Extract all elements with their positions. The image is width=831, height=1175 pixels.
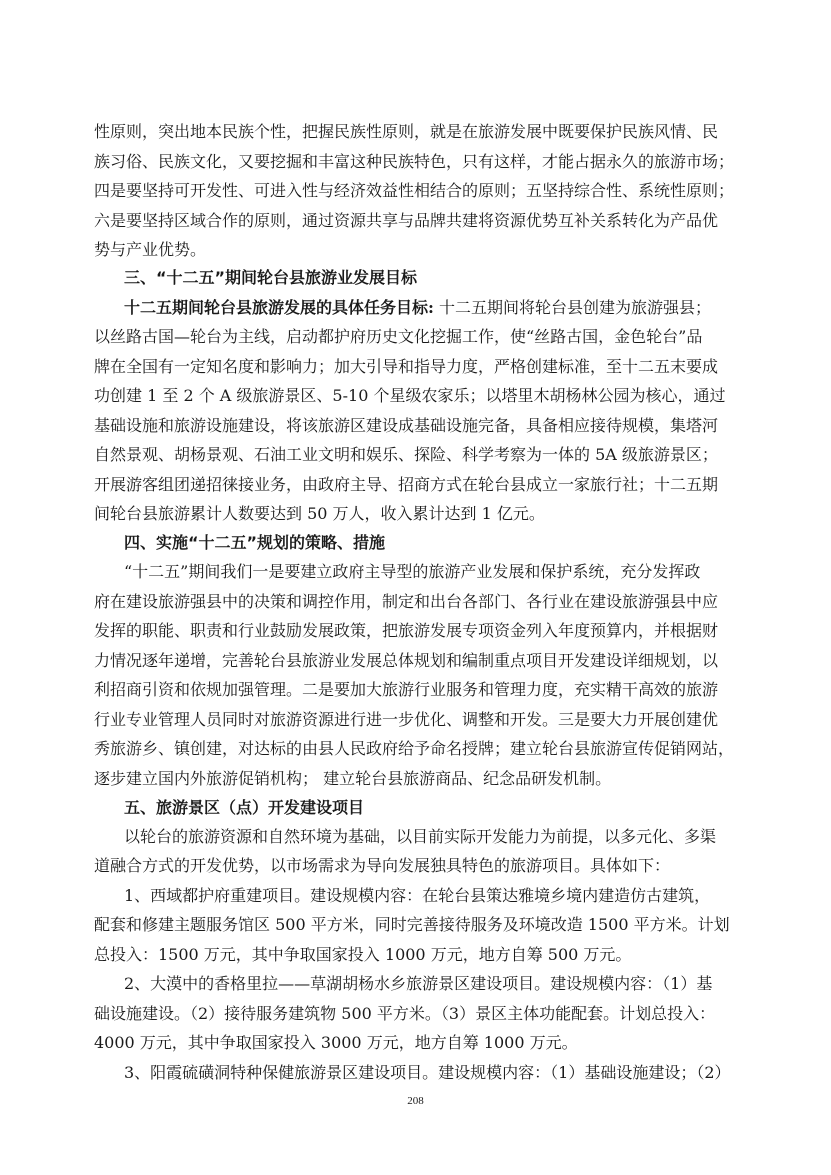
- text-line: “十二五”期间我们一是要建立政府主导型的旅游产业发展和保护系统，充分发挥政: [124, 562, 701, 581]
- text-line: 基础设施和旅游设施建设，将该旅游区建设成基础设施完备，具备相应接待规模，集塔河: [94, 416, 719, 435]
- text-line: 府在建设旅游强县中的决策和调控作用，制定和出台各部门、各行业在建设旅游强县中应: [94, 592, 719, 611]
- text-line: 总投入：1500 万元，其中争取国家投入 1000 万元，地方自筹 500 万元。: [94, 945, 632, 964]
- text-line: 势与产业优势。: [94, 240, 207, 259]
- text-line: 础设施建设。（2）接待服务建筑物 500 平方米。（3）景区主体功能配套。计划总投入：: [94, 1004, 716, 1023]
- text-line: 性原则，突出地本民族个性，把握民族性原则，就是在旅游发展中既要保护民族风情、民: [94, 122, 719, 141]
- text-line: 自然景观、胡杨景观、石油工业文明和娱乐、探险、科学考察为一体的 5A 级旅游景区；: [94, 445, 718, 464]
- text-line: 以轮台的旅游资源和自然环境为基础，以目前实际开发能力为前提，以多元化、多渠: [124, 827, 717, 846]
- text-line: 发挥的职能、职责和行业鼓励发展政策，把旅游发展专项资金列入年度预算内，并根据财: [94, 621, 719, 640]
- section-heading-5: 五、旅游景区（点）开发建设项目: [124, 798, 365, 817]
- text-line: 逐步建立国内外旅游促销机构； 建立轮台县旅游商品、纪念品研发机制。: [94, 769, 612, 788]
- text-line: 力情况逐年递增，完善轮台县旅游业发展总体规划和编制重点项目开发建设详细规划，以: [94, 651, 719, 670]
- text-line: 间轮台县旅游累计人数要达到 50 万人，收入累计达到 1 亿元。: [94, 504, 545, 523]
- text-line: [124, 297, 711, 319]
- task-lead: 十二五期间轮台县旅游发展的具体任务目标:: [124, 298, 434, 317]
- section-heading-4: 四、实施“十二五”规划的策略、措施: [124, 533, 386, 552]
- text-line: 六是要坚持区域合作的原则，通过资源共享与品牌共建将资源优势互补关系转化为产品优: [94, 211, 719, 230]
- text-line: 以丝路古国—轮台为主线，启动都护府历史文化挖掘工作，使“丝路古国，金色轮台”品: [94, 327, 703, 346]
- text-line: 四是要坚持可开发性、可进入性与经济效益性相结合的原则；五坚持综合性、系统性原则；: [94, 181, 735, 200]
- text-line: 开展游客组团递招徕接业务，由政府主导、招商方式在轮台县成立一家旅行社；十二五期: [94, 475, 719, 494]
- text-line: 行业专业管理人员同时对旅游资源进行进一步优化、调整和开发。三是要大力开展创建优: [94, 710, 719, 729]
- text-line: 秀旅游乡、镇创建，对达标的由县人民政府给予命名授牌；建立轮台县旅游宣传促销网站，: [94, 739, 735, 758]
- section-heading-3: 三、“十二五”期间轮台县旅游业发展目标: [124, 268, 418, 287]
- text-line: 配套和修建主题服务馆区 500 平方米，同时完善接待服务及环境改造 1500 平方米。计划: [94, 915, 730, 934]
- text-line: 1、西域都护府重建项目。建设规模内容：在轮台县策达雅境乡境内建造仿古建筑，: [124, 886, 711, 905]
- text-line: 利招商引资和依规加强管理。二是要加大旅游行业服务和管理力度，充实精干高效的旅游: [94, 680, 719, 699]
- task-lead-rest: 十二五期间将轮台县创建为旅游强县；: [433, 298, 712, 317]
- text-line: 道融合方式的开发优势，以市场需求为导向发展独具特色的旅游项目。具体如下：: [94, 856, 671, 875]
- text-line: 4000 万元，其中争取国家投入 3000 万元，地方自筹 1000 万元。: [94, 1033, 578, 1052]
- text-line: 族习俗、民族文化，又要挖掘和丰富这种民族特色，只有这样，才能占据永久的旅游市场；: [94, 152, 735, 171]
- text-line: 牌在全国有一定知名度和影响力；加大引导和指导力度，严格创建标准，至十二五末要成: [94, 357, 719, 376]
- text-line: 2、大漠中的香格里拉——草湖胡杨水乡旅游景区建设项目。建设规模内容：（1）基: [124, 974, 713, 993]
- text-line: 功创建 1 至 2 个 A 级旅游景区、5-10 个星级农家乐；以塔里木胡杨林公园为核心，通过: [94, 386, 726, 405]
- text-line: 3、阳霞硫磺洞特种保健旅游景区建设项目。建设规模内容：（1）基础设施建设；（2）: [124, 1063, 731, 1082]
- page-number: 208: [407, 1095, 424, 1107]
